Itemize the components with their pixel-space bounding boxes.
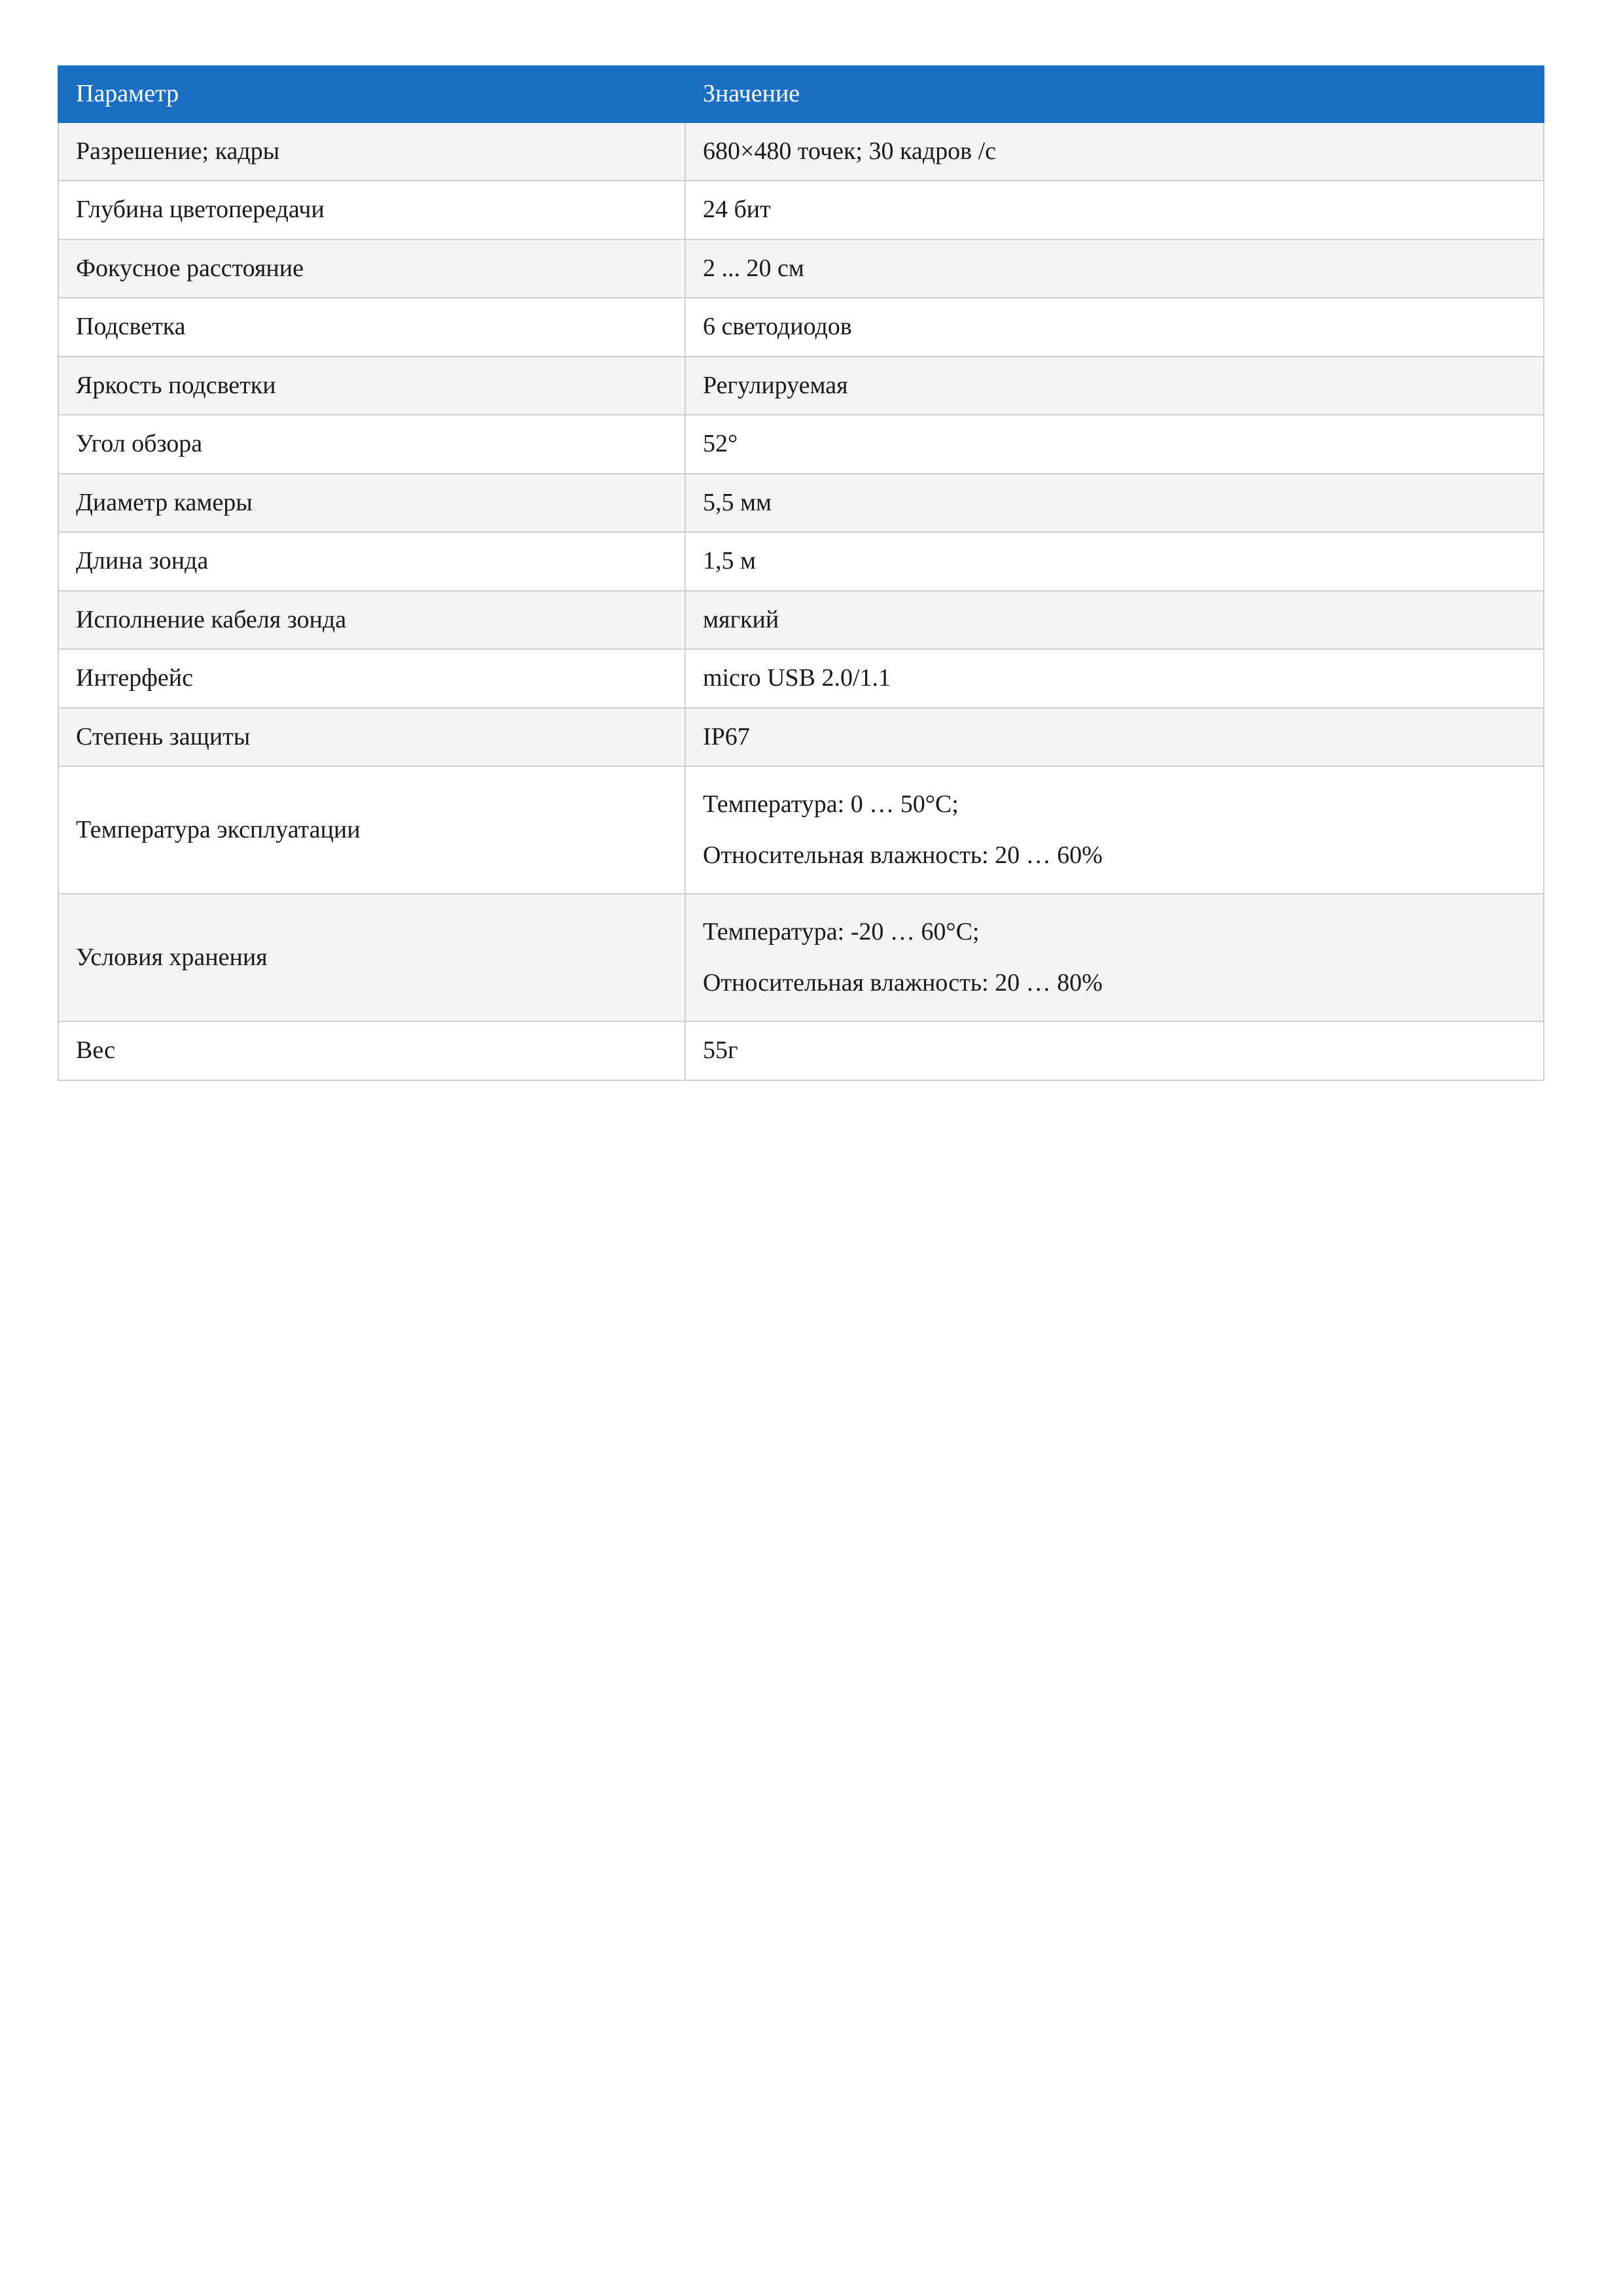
value-line: micro USB 2.0/1.1 xyxy=(702,664,891,692)
value-cell xyxy=(685,415,1544,474)
table-row xyxy=(58,708,1544,767)
table-header-row xyxy=(58,66,1544,122)
table-row xyxy=(58,591,1544,650)
value-line: 55г xyxy=(702,1036,738,1064)
value-line: Регулируемая xyxy=(702,371,848,399)
value-cell xyxy=(685,766,1544,894)
param-cell: Глубина цветопередачи xyxy=(58,181,685,239)
value-line: Температура: -20 … 60°C; xyxy=(702,918,980,945)
param-cell: Температура эксплуатации xyxy=(58,766,685,894)
param-cell: Фокусное расстояние xyxy=(58,239,685,298)
param-cell: Степень защиты xyxy=(58,708,685,767)
value-line: IP67 xyxy=(702,722,750,751)
table-row xyxy=(58,894,1544,1021)
table-row xyxy=(58,649,1544,708)
value-cell xyxy=(685,239,1544,298)
value-line: мягкий xyxy=(702,605,779,633)
value-line: 2 ... 20 см xyxy=(702,254,804,282)
value-line: Температура: 0 … 50°C; xyxy=(702,790,959,818)
table-row xyxy=(58,766,1544,894)
value-line: Относительная влажность: 20 … 60% xyxy=(702,841,1103,869)
param-cell: Условия хранения xyxy=(58,894,685,1021)
table-row xyxy=(58,298,1544,357)
value-cell xyxy=(685,298,1544,357)
table-row xyxy=(58,415,1544,474)
value-cell xyxy=(685,649,1544,708)
value-cell xyxy=(685,357,1544,415)
value-cell xyxy=(685,122,1544,181)
param-cell: Угол обзора xyxy=(58,415,685,474)
value-line: 6 светодиодов xyxy=(702,313,852,340)
param-cell: Подсветка xyxy=(58,298,685,357)
table-row xyxy=(58,1021,1544,1080)
value-cell xyxy=(685,474,1544,533)
param-cell: Разрешение; кадры xyxy=(58,122,685,181)
value-line: 680×480 точек; 30 кадров /с xyxy=(702,137,996,165)
value-line: 52° xyxy=(702,430,738,457)
param-cell: Вес xyxy=(58,1021,685,1080)
value-cell xyxy=(685,591,1544,650)
value-line: Относительная влажность: 20 … 80% xyxy=(702,968,1103,997)
value-line: 5,5 мм xyxy=(702,488,772,516)
param-cell: Исполнение кабеля зонда xyxy=(58,591,685,650)
spec-table xyxy=(58,65,1544,1081)
value-cell xyxy=(685,708,1544,767)
value-cell xyxy=(685,894,1544,1021)
table-row xyxy=(58,532,1544,591)
value-line: 1,5 м xyxy=(702,547,756,574)
value-cell xyxy=(685,532,1544,591)
value-cell xyxy=(685,181,1544,239)
table-row xyxy=(58,474,1544,533)
param-cell: Яркость подсветки xyxy=(58,357,685,415)
table-row xyxy=(58,122,1544,181)
table-row xyxy=(58,357,1544,415)
value-cell xyxy=(685,1021,1544,1080)
value-line: 24 бит xyxy=(702,196,771,223)
param-cell: Интерфейс xyxy=(58,649,685,708)
param-cell: Диаметр камеры xyxy=(58,474,685,533)
table-header-value: Значение xyxy=(685,66,1544,122)
table-row xyxy=(58,239,1544,298)
table-body xyxy=(58,122,1544,1080)
param-cell: Длина зонда xyxy=(58,532,685,591)
table-row xyxy=(58,181,1544,239)
table-header-param: Параметр xyxy=(58,66,685,122)
